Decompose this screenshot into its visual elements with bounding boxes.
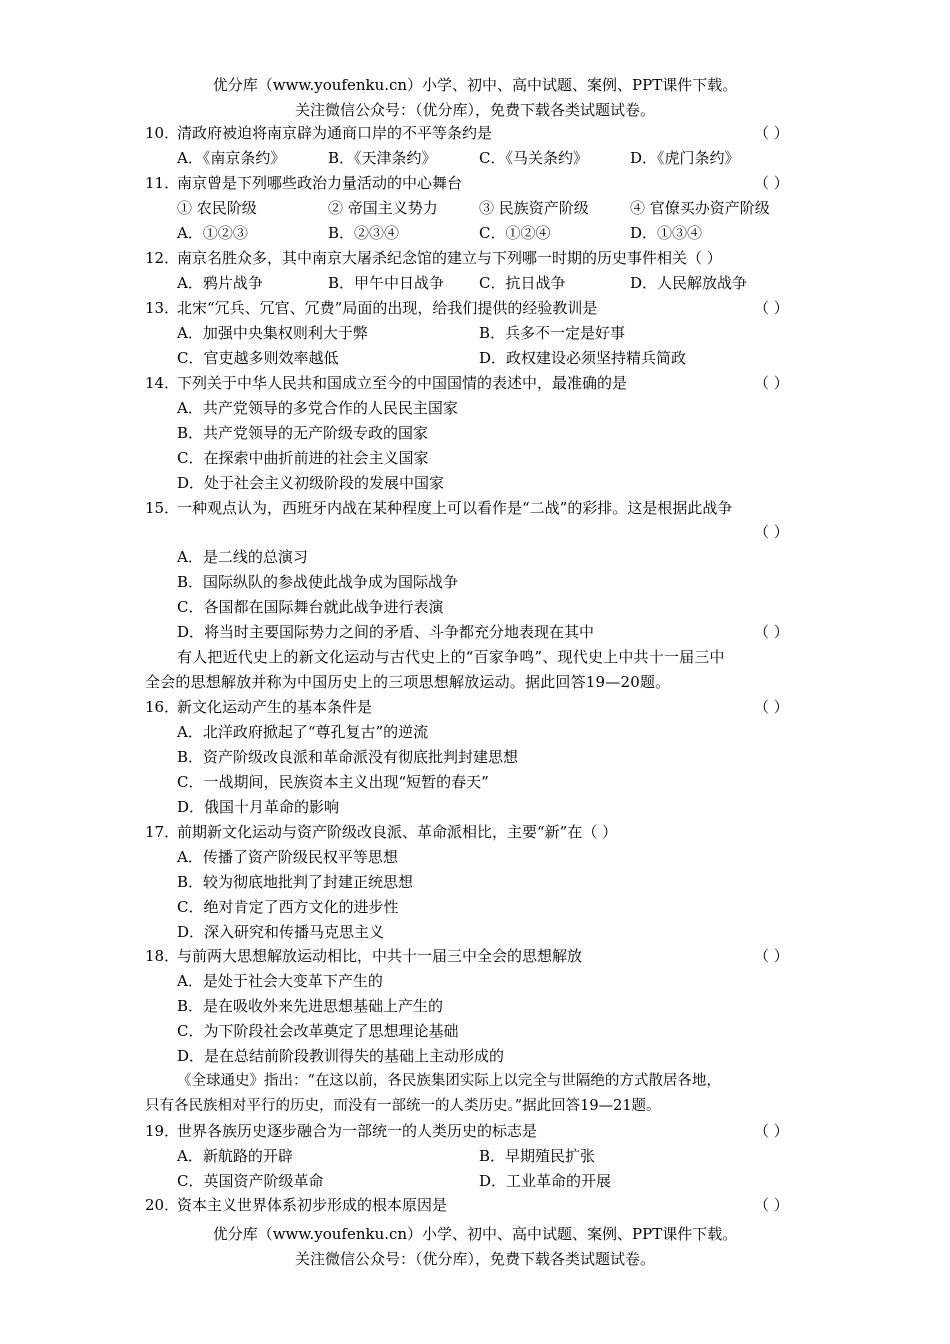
question-18-option-d xyxy=(0,1044,950,1069)
option-a: A．新航路的开辟 xyxy=(177,1147,293,1165)
question-stem: 北宋“冗兵、冗官、冗费”局面的出现，给我们提供的经验教训是 xyxy=(177,299,598,317)
question-15-paren-line xyxy=(0,520,950,545)
question-15-option-a xyxy=(0,545,950,570)
question-16-option-c xyxy=(0,770,950,795)
question-20 xyxy=(0,1193,950,1218)
passage-2-line-2 xyxy=(0,1094,950,1119)
question-18-option-b xyxy=(0,994,950,1019)
option-a: A．《南京条约》 xyxy=(177,149,286,167)
option-b: B．兵多不一定是好事 xyxy=(479,324,626,342)
answer-paren: （ ） xyxy=(754,698,789,716)
question-16-option-a xyxy=(0,720,950,745)
header-line-2: 关注微信公众号：（优分库），免费下载各类试题试卷。 xyxy=(294,101,655,119)
question-number: 13． xyxy=(145,299,180,317)
question-number: 15． xyxy=(145,499,180,517)
question-10-options xyxy=(0,146,950,171)
footer-line-2: 关注微信公众号：（优分库），免费下载各类试题试卷。 xyxy=(294,1250,655,1268)
passage-1-line-1 xyxy=(0,645,950,670)
question-number: 11． xyxy=(145,174,180,192)
passage-text: 全会的思想解放并称为中国历史上的三项思想解放运动。据此回答19—20题。 xyxy=(145,673,671,691)
question-17-option-b xyxy=(0,870,950,895)
question-stem: 新文化运动产生的基本条件是 xyxy=(177,698,373,716)
question-12-options xyxy=(0,271,950,296)
question-stem: 前期新文化运动与资产阶级改良派、革命派相比，主要“新”在（ ） xyxy=(177,823,618,841)
question-17-option-c xyxy=(0,895,950,920)
option-c: C．抗日战争 xyxy=(479,274,566,292)
option-d: D．深入研究和传播马克思主义 xyxy=(177,923,385,941)
question-stem: 南京曾是下列哪些政治力量活动的中心舞台 xyxy=(177,174,463,192)
question-16-option-d xyxy=(0,795,950,820)
passage-2-line-1 xyxy=(0,1069,950,1094)
option-d: D．是在总结前阶段教训得失的基础上主动形成的 xyxy=(177,1047,505,1065)
option-d: D．处于社会主义初级阶段的发展中国家 xyxy=(177,474,445,492)
question-14-option-a xyxy=(0,396,950,421)
question-15-option-c xyxy=(0,595,950,620)
option-a: A．共产党领导的多党合作的人民民主国家 xyxy=(177,399,458,417)
option-a: A．鸦片战争 xyxy=(177,274,263,292)
option-d: D．俄国十月革命的影响 xyxy=(177,798,340,816)
question-14 xyxy=(0,371,950,396)
question-stem: 清政府被迫将南京辟为通商口岸的不平等条约是 xyxy=(177,124,493,142)
passage-1-line-2 xyxy=(0,670,950,695)
question-stem: 世界各族历史逐步融合为一部统一的人类历史的标志是 xyxy=(177,1122,538,1140)
answer-paren: （ ） xyxy=(754,1122,789,1140)
answer-paren: （ ） xyxy=(754,174,789,192)
passage-text: 只有各民族相对平行的历史，而没有一部统一的人类历史。”据此回答19—21题。 xyxy=(145,1098,661,1114)
question-10 xyxy=(0,121,950,146)
question-15-option-b xyxy=(0,570,950,595)
option-a: A．北洋政府掀起了“尊孔复古”的逆流 xyxy=(177,723,429,741)
option-d: D．工业革命的开展 xyxy=(479,1172,612,1190)
footer-line-1: 优分库（www.youfenku.cn）小学、初中、高中试题、案例、PPT课件下载。 xyxy=(212,1225,738,1243)
question-number: 16． xyxy=(145,698,180,716)
option-b: B．早期殖民扩张 xyxy=(479,1147,596,1165)
question-11-items xyxy=(0,196,950,221)
question-17-option-d xyxy=(0,920,950,945)
answer-paren: （ ） xyxy=(754,124,789,142)
option-a: A．是处于社会大变革下产生的 xyxy=(177,972,383,990)
item-2: ② 帝国主义势力 xyxy=(328,199,438,217)
option-b: B．是在吸收外来先进思想基础上产生的 xyxy=(177,997,444,1015)
option-d: D．将当时主要国际势力之间的矛盾、斗争都充分地表现在其中 xyxy=(177,623,595,641)
option-b: B．②③④ xyxy=(328,224,400,242)
option-b: B．国际纵队的参战使此战争成为国际战争 xyxy=(177,573,459,591)
option-c: C．《马关条约》 xyxy=(479,149,588,167)
question-11-options xyxy=(0,221,950,246)
answer-paren: （ ） xyxy=(754,623,789,641)
option-a: A．传播了资产阶级民权平等思想 xyxy=(177,848,398,866)
question-19-options-cd xyxy=(0,1169,950,1194)
question-18 xyxy=(0,944,950,969)
answer-paren: （ ） xyxy=(754,1196,789,1214)
question-14-option-c xyxy=(0,446,950,471)
question-number: 12． xyxy=(145,249,180,267)
item-1: ① 农民阶级 xyxy=(177,199,257,217)
option-d: D．《虎门条约》 xyxy=(630,149,740,167)
question-17-option-a xyxy=(0,845,950,870)
question-number: 19． xyxy=(145,1122,180,1140)
option-b: B．甲午中日战争 xyxy=(328,274,445,292)
option-c: C．一战期间，民族资本主义出现“短暂的春天” xyxy=(177,773,489,791)
question-13-options-cd xyxy=(0,346,950,371)
option-c: C．各国都在国际舞台就此战争进行表演 xyxy=(177,598,444,616)
option-c: C．在探索中曲折前进的社会主义国家 xyxy=(177,449,429,467)
question-16-option-b xyxy=(0,745,950,770)
item-3: ③ 民族资产阶级 xyxy=(479,199,589,217)
question-stem: 与前两大思想解放运动相比，中共十一届三中全会的思想解放 xyxy=(177,947,583,965)
question-15-option-d xyxy=(0,620,950,645)
passage-text: 有人把近代史上的新文化运动与古代史上的“百家争鸣”、现代史上中共十一届三中 xyxy=(177,648,725,666)
question-16 xyxy=(0,695,950,720)
option-c: C．绝对肯定了西方文化的进步性 xyxy=(177,898,399,916)
option-b: B．较为彻底地批判了封建正统思想 xyxy=(177,873,414,891)
header-line-1: 优分库（www.youfenku.cn）小学、初中、高中试题、案例、PPT课件下载。 xyxy=(212,76,738,94)
option-b: B．《天津条约》 xyxy=(328,149,437,167)
question-number: 17． xyxy=(145,823,180,841)
question-stem: 一种观点认为，西班牙内战在某种程度上可以看作是“二战”的彩排。这是根据此战争 xyxy=(177,499,733,517)
option-c: C．官吏越多则效率越低 xyxy=(177,349,339,367)
option-d: D．人民解放战争 xyxy=(630,274,748,292)
option-c: C．为下阶段社会改革奠定了思想理论基础 xyxy=(177,1022,459,1040)
item-4: ④ 官僚买办资产阶级 xyxy=(630,199,770,217)
question-13 xyxy=(0,296,950,321)
question-19-options-ab xyxy=(0,1144,950,1169)
question-19 xyxy=(0,1119,950,1144)
question-number: 10． xyxy=(145,124,180,142)
option-d: D．政权建设必须坚持精兵简政 xyxy=(479,349,687,367)
option-b: B．共产党领导的无产阶级专政的国家 xyxy=(177,424,429,442)
answer-paren: （ ） xyxy=(754,523,789,541)
question-12 xyxy=(0,246,950,271)
answer-paren: （ ） xyxy=(754,374,789,392)
option-a: A．①②③ xyxy=(177,224,248,242)
question-17 xyxy=(0,820,950,845)
question-14-option-d xyxy=(0,471,950,496)
question-13-options-ab xyxy=(0,321,950,346)
answer-paren: （ ） xyxy=(754,299,789,317)
option-b: B．资产阶级改良派和革命派没有彻底批判封建思想 xyxy=(177,748,519,766)
option-d: D．①③④ xyxy=(630,224,703,242)
option-a: A．加强中央集权则利大于弊 xyxy=(177,324,368,342)
option-c: C．英国资产阶级革命 xyxy=(177,1172,324,1190)
question-15 xyxy=(0,496,950,521)
passage-text: 《全球通史》指出：“在这以前，各民族集团实际上以完全与世隔绝的方式散居各地， xyxy=(177,1073,721,1089)
question-11 xyxy=(0,171,950,196)
question-number: 18． xyxy=(145,947,180,965)
answer-paren: （ ） xyxy=(754,947,789,965)
option-a: A．是二线的总演习 xyxy=(177,548,308,566)
question-stem: 资本主义世界体系初步形成的根本原因是 xyxy=(177,1196,448,1214)
question-14-option-b xyxy=(0,421,950,446)
option-c: C．①②④ xyxy=(479,224,551,242)
question-18-option-c xyxy=(0,1019,950,1044)
question-stem: 下列关于中华人民共和国成立至今的中国国情的表述中，最准确的是 xyxy=(177,374,628,392)
question-number: 14． xyxy=(145,374,180,392)
question-stem: 南京名胜众多，其中南京大屠杀纪念馆的建立与下列哪一时期的历史事件相关（ ） xyxy=(177,249,722,267)
question-18-option-a xyxy=(0,969,950,994)
question-number: 20． xyxy=(145,1196,180,1214)
